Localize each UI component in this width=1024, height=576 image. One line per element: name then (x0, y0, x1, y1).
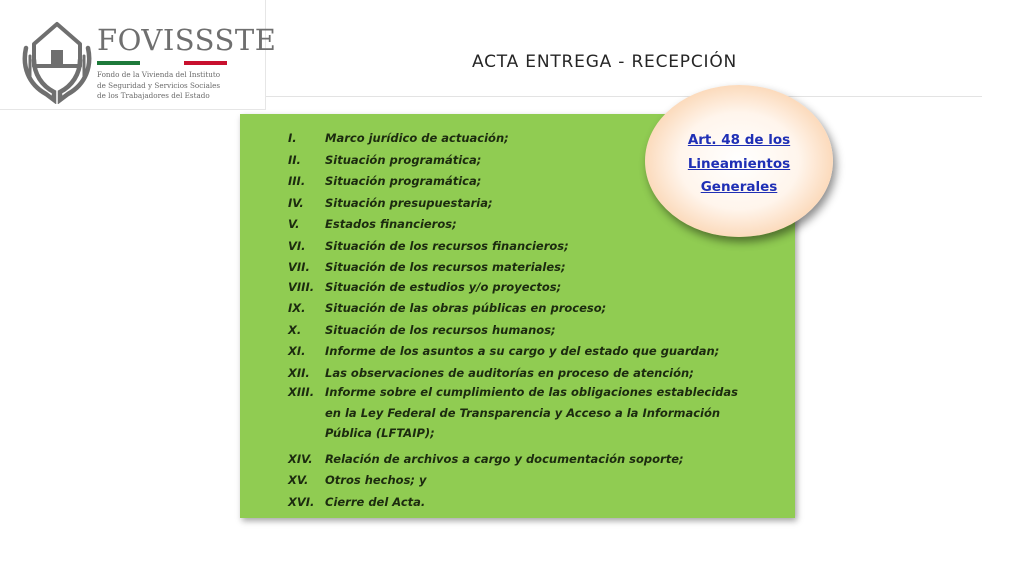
list-item-text: Estados financieros; (325, 217, 457, 231)
list-item-text: Otros hechos; y (325, 473, 427, 487)
list-item-text: Cierre del Acta. (325, 494, 426, 509)
logo-subtitle-line: de los Trabajadores del Estado (97, 91, 210, 100)
list-item-number: VI. (288, 238, 306, 253)
header-divider (266, 96, 982, 97)
logo-subtitle-line: de Seguridad y Servicios Sociales (97, 80, 221, 90)
list-item-text: Situación presupuestaria; (325, 195, 493, 210)
stripe-red (184, 61, 227, 65)
list-item-number: XIV. (288, 451, 313, 466)
list-item-number: IX. (288, 301, 306, 315)
list-item-number: XIII. (288, 385, 315, 399)
list-item-number: XII. (288, 365, 310, 380)
list-item-text: Situación de estudios y/o proyectos; (325, 279, 562, 294)
logo-subtitle (97, 70, 237, 102)
list-item-text: Situación de las obras públicas en proceso; (325, 301, 607, 315)
article-link[interactable] (645, 129, 833, 200)
list-item-number: VII. (288, 260, 310, 274)
list-item-text: en la Ley Federal de Transparencia y Acceso a la Información (325, 405, 721, 420)
list-item-text: Informe de los asuntos a su cargo y del estado que guardan; (325, 344, 720, 358)
list-item-number: III. (288, 174, 306, 188)
list-item-text: Situación programática; (325, 174, 482, 188)
article-link-line[interactable]: Art. 48 de los (687, 132, 791, 148)
list-item-text: Informe sobre el cumplimiento de las obligaciones establecidas (325, 385, 739, 399)
list-item-text: Las observaciones de auditorías en proceso de atención; (325, 365, 694, 380)
list-item-number: V. (288, 217, 300, 231)
article-callout (645, 85, 833, 237)
list-item-number: VIII. (288, 279, 315, 294)
stripe-white (140, 61, 183, 65)
list-item-number: XVI. (288, 494, 315, 509)
list-item-text: Situación de los recursos materiales; (325, 260, 566, 274)
list-item-text: Pública (LFTAIP); (325, 426, 435, 440)
list-item-number: XV. (288, 473, 309, 487)
list-item-text: Situación de los recursos financieros; (325, 238, 569, 253)
house-hands-icon (20, 18, 94, 104)
list-item-text: Situación programática; (325, 152, 482, 167)
list-item-number: I. (288, 131, 297, 145)
list-item-text: Marco jurídico de actuación; (325, 131, 509, 145)
list-item-number: XI. (288, 344, 306, 358)
list-item-number: II. (288, 152, 301, 167)
article-link-line[interactable]: Lineamientos (687, 155, 791, 172)
article-link-line[interactable]: Generales (700, 179, 778, 195)
stripe-green (97, 61, 140, 65)
list-item-number: X. (288, 322, 302, 337)
list-item-number: IV. (288, 195, 304, 210)
logo-flag-stripe (97, 61, 227, 65)
logo-wordmark: FOVISSSTE (97, 23, 277, 57)
page-title: ACTA ENTREGA - RECEPCIÓN (472, 52, 738, 72)
list-item-text: Situación de los recursos humanos; (325, 322, 556, 337)
list-item-text: Relación de archivos a cargo y documentación soporte; (325, 451, 684, 466)
logo-block (0, 0, 277, 110)
logo-subtitle-line: Fondo de la Vivienda del Instituto (97, 70, 221, 79)
